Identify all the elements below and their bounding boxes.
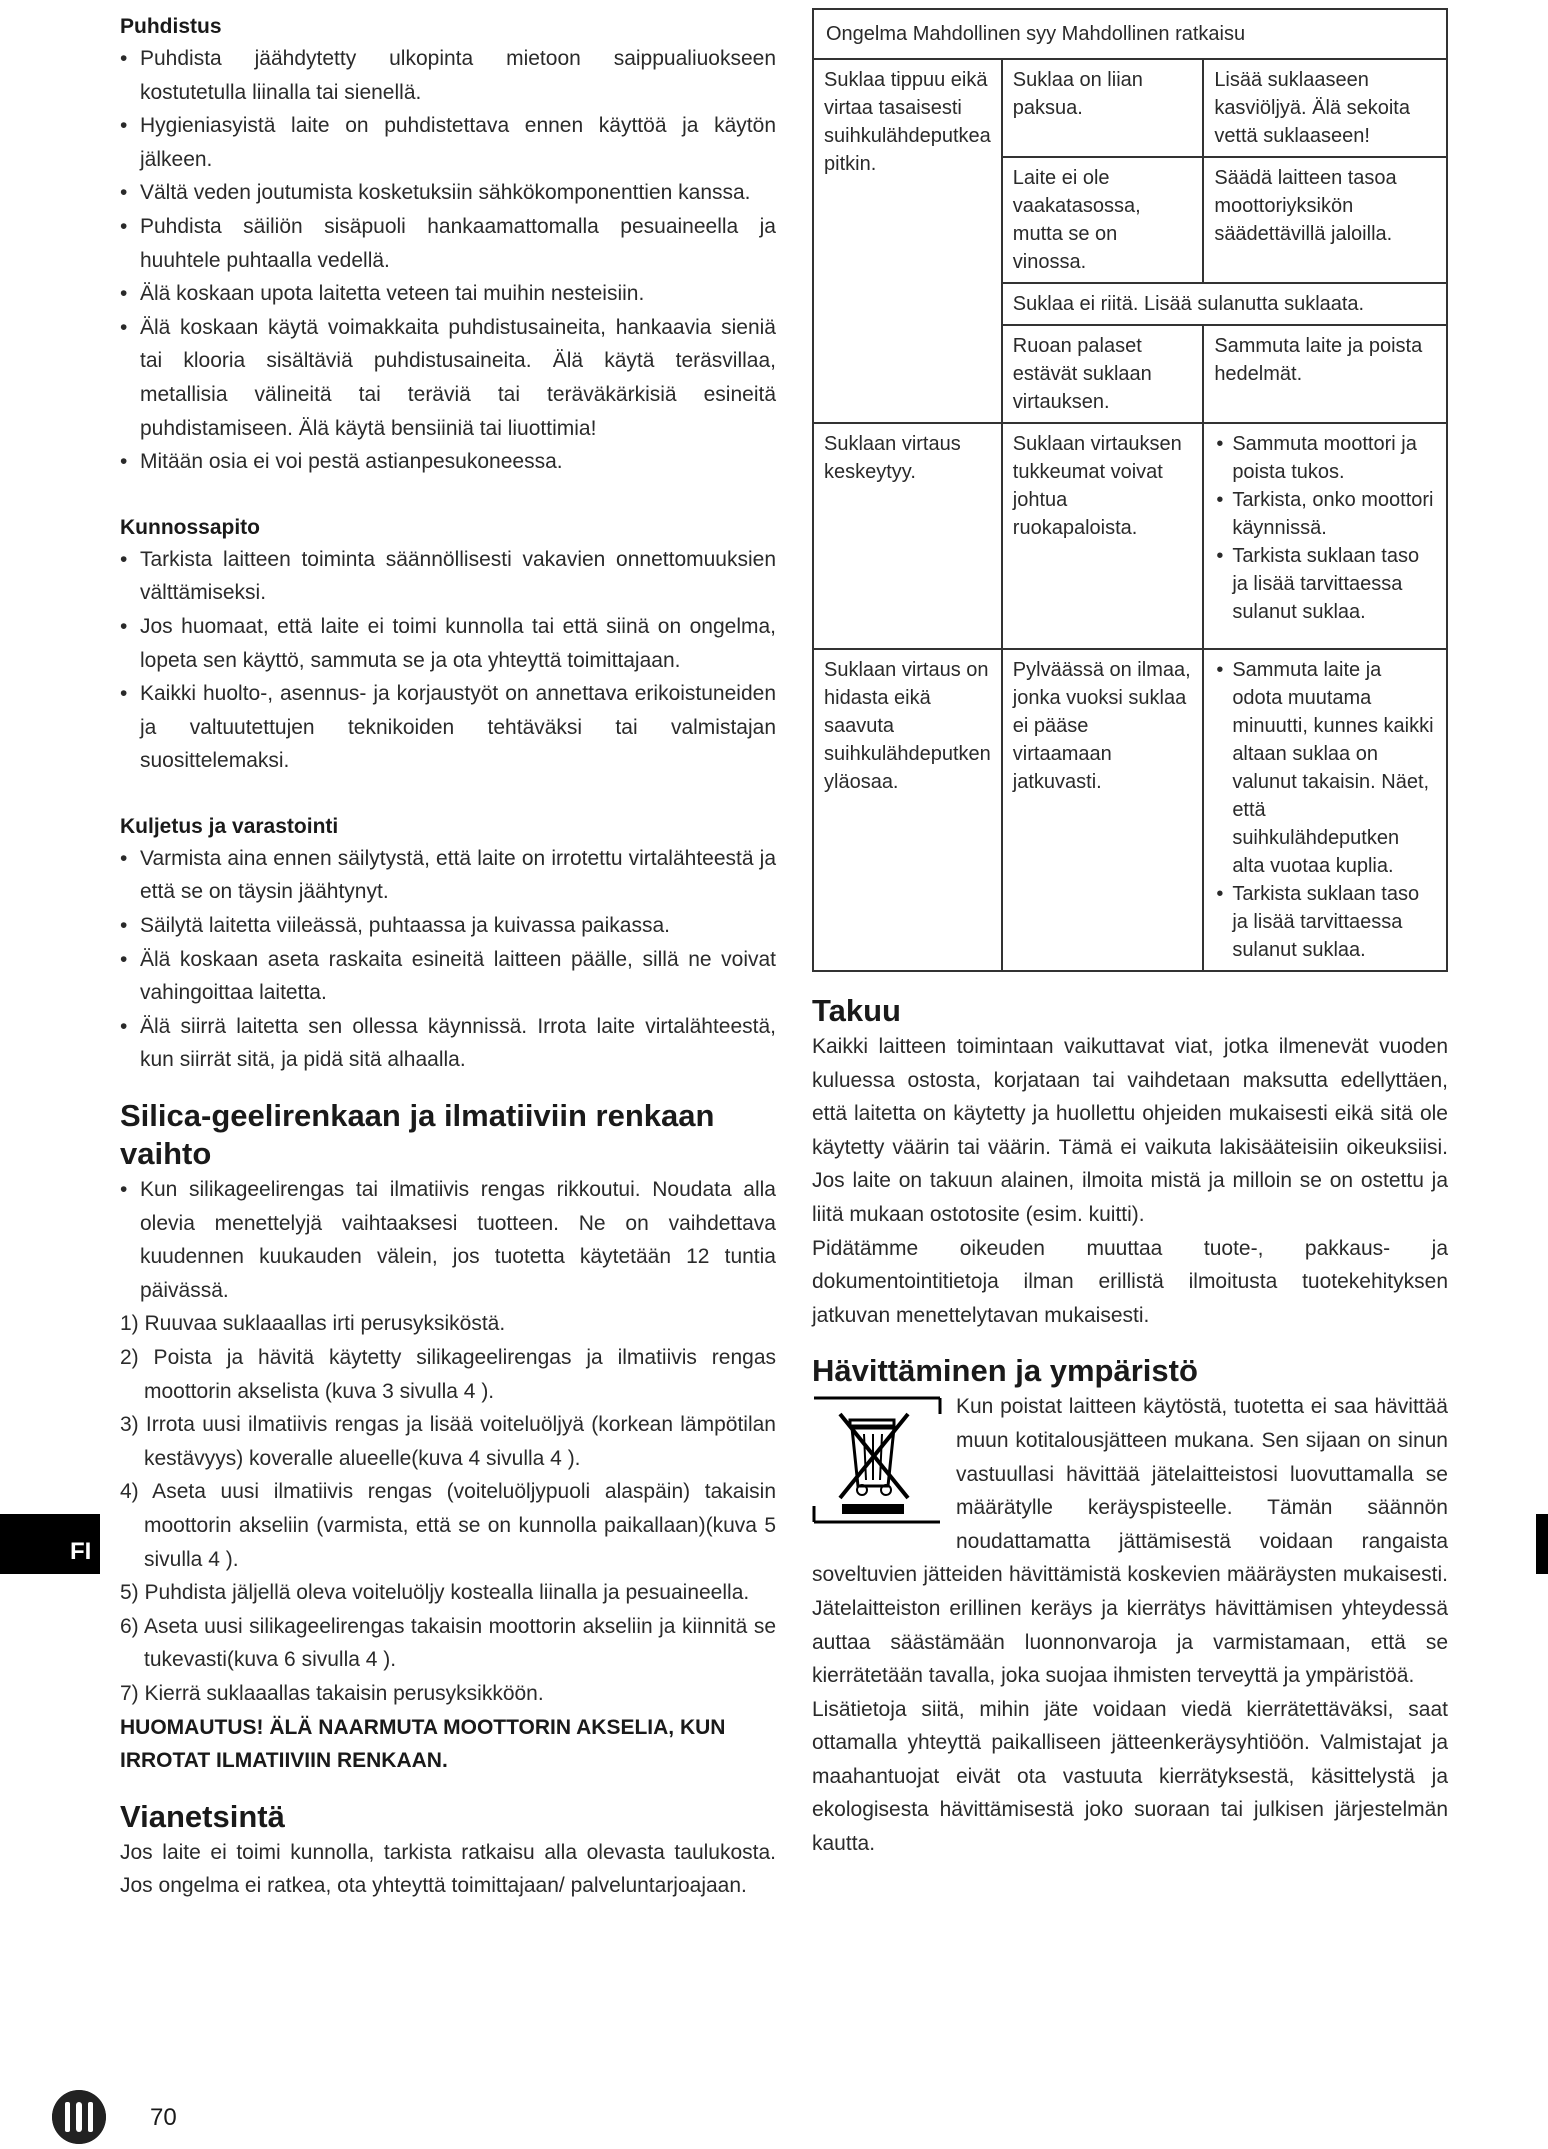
merged-cell: Suklaa ei riitä. Lisää sulanutta suklaata. <box>1002 283 1447 325</box>
list-item: • Puhdista säiliön sisäpuoli hankaamattomalla pesuaineella ja huuhtele puhtaalla vedellä. <box>120 210 776 277</box>
page-number: 70 <box>150 2104 177 2131</box>
maintenance-list <box>120 543 776 778</box>
cause-cell: Suklaan virtauksen tukkeumat voivat johtua ruokapaloista. <box>1002 423 1204 649</box>
step-item: 2) Poista ja hävitä käytetty silikageelirengas ja ilmatiivis rengas moottorin akselista (kuva 3 sivulla 4 ). <box>120 1346 776 1403</box>
cleaning-list <box>120 42 776 479</box>
troubleshooting-table <box>812 8 1448 972</box>
warning-note: HUOMAUTUS! ÄLÄ NAARMUTA MOOTTORIN AKSELIA, KUN IRROTAT ILMATIIVIIN RENKAAN. <box>120 1715 726 1773</box>
cause-cell: Pylväässä on ilmaa, jonka vuoksi suklaa ei pääse virtaamaan jatkuvasti. <box>1002 649 1204 971</box>
transport-heading: Kuljetus ja varastointi <box>120 814 339 838</box>
table-header-row <box>813 9 1447 59</box>
solution-cell: Säädä laitteen tasoa moottoriyksikön säädettävillä jaloilla. <box>1203 157 1447 283</box>
disposal-section <box>812 1390 1448 1860</box>
list-item: • Älä koskaan upota laitetta veteen tai muihin nesteisiin. <box>120 277 776 311</box>
cause-cell: Suklaa on liian paksua. <box>1002 59 1204 157</box>
step-item: 1) Ruuvaa suklaaallas irti perusyksiköstä. <box>120 1312 506 1336</box>
step-item: 6) Aseta uusi silikageelirengas takaisin moottorin akseliin ja kiinnitä se tukevasti(kuva 6 sivulla 4 ). <box>120 1614 776 1672</box>
troubleshooting-text: Jos laite ei toimi kunnolla, tarkista ratkaisu alla olevasta taulukosta. Jos ongelma ei ratkea, ota yhteyttä toimittajaan/ palveluntarjoajaan. <box>120 1840 776 1898</box>
solution-cell <box>1203 649 1447 971</box>
edge-marker <box>1536 1514 1548 1574</box>
list-item: • Älä koskaan aseta raskaita esineitä laitteen päälle, sillä ne voivat vahingoittaa laitetta. <box>120 943 776 1010</box>
problem-cell: Suklaan virtaus keskeytyy. <box>813 423 1002 649</box>
weee-bin-icon <box>812 1394 942 1524</box>
warranty-text: Kaikki laitteen toimintaan vaikuttavat viat, jotka ilmenevät vuoden kuluessa ostosta, korjataan tai vaihdetaan maksutta edellyttäen, että laitetta on käytetty ja huollettu ohjeiden mukaisesti eikä sitä ole käytetty väärin tai väärin. Tämä ei vaikuta lakisääteisiin oikeuksiisi. Jos laite on takuun alainen, ilmoita mistä ja milloin se on ostettu ja liitä mukaan ostotosite (esim. kuitti). <box>812 1035 1448 1226</box>
solution-item: • Tarkista suklaan taso ja lisää tarvittaessa sulanut suklaa. <box>1214 542 1436 626</box>
step-item: 4) Aseta uusi ilmatiivis rengas (voiteluöljypuoli alaspäin) takaisin moottorin akseliin (varmista, että se on kunnolla paikallaan)(kuva 5 sivulla 4 ). <box>120 1480 776 1571</box>
right-column <box>812 8 1448 1861</box>
list-item: • Älä koskaan käytä voimakkaita puhdistusaineita, hankaavia sieniä tai klooria sisältäviä puhdistusaineita. Älä käytä teräsvillaa, metallisia välineitä tai teräviä tai teräväkärkisiä esineitä puhdistamiseen. Älä käytä bensiiniä tai liuottimia! <box>120 311 776 445</box>
disposal-heading: Hävittäminen ja ympäristö <box>812 1353 1198 1389</box>
problem-cell: Suklaan virtaus on hidasta eikä saavuta suihkulähdeputken yläosaa. <box>813 649 1002 971</box>
silica-heading: Silica-geelirenkaan ja ilmatiiviin renkaan vaihto <box>120 1098 715 1172</box>
list-item: • Älä siirrä laitetta sen ollessa käynnissä. Irrota laite virtalähteestä, kun siirrät sitä, ja pidä sitä alhaalla. <box>120 1010 776 1077</box>
cause-cell: Laite ei ole vaakatasossa, mutta se on vinossa. <box>1002 157 1204 283</box>
list-item: • Vältä veden joutumista kosketuksiin sähkökomponenttien kanssa. <box>120 176 776 210</box>
silica-intro: • Kun silikageelirengas tai ilmatiivis rengas rikkoutui. Noudata alla olevia menettelyjä vaihtaaksesi tuotteen. Ne on vaihdettava kuudennen kuukauden välein, jos tuotetta käytetään 12 tuntia päivässä. <box>120 1173 776 1307</box>
solution-item: • Tarkista, onko moottori käynnissä. <box>1214 486 1436 542</box>
list-item: • Mitään osia ei voi pestä astianpesukoneessa. <box>120 445 776 479</box>
disposal-text-2: Lisätietoja siitä, mihin jäte voidaan viedä kierrätettäväksi, saat ottamalla yhteyttä paikalliseen jätteenkeräysyhtiöön. Valmistajat ja maahantuojat eivät ota vastuuta kierrätyksestä, käsittelystä ja ekologisesta hävittämisestä joko suoraan tai julkisen järjestelmän kautta. <box>812 1697 1448 1856</box>
list-item: • Säilytä laitetta viileässä, puhtaassa ja kuivassa paikassa. <box>120 909 776 943</box>
table-header: Ongelma Mahdollinen syy Mahdollinen ratkaisu <box>813 9 1447 59</box>
step-item: 5) Puhdista jäljellä oleva voiteluöljy kostealla liinalla ja pesuaineella. <box>120 1581 750 1605</box>
list-item: • Puhdista jäähdytetty ulkopinta mietoon saippualiuokseen kostutetulla liinalla tai sienellä. <box>120 42 776 109</box>
list-item: • Tarkista laitteen toiminta säännöllisesti vakavien onnettomuuksien välttämiseksi. <box>120 543 776 610</box>
solution-item: • Tarkista suklaan taso ja lisää tarvittaessa sulanut suklaa. <box>1214 880 1436 964</box>
left-column <box>120 8 776 1903</box>
cutlery-logo-icon <box>52 2090 106 2144</box>
solution-cell <box>1203 423 1447 649</box>
table-row <box>813 423 1447 649</box>
solution-item: • Sammuta laite ja odota muutama minuutti, kunnes kaikki altaan suklaa on valunut takaisin. Näet, että suihkulähdeputken alta vuotaa kuplia. <box>1214 656 1436 880</box>
solution-cell: Sammuta laite ja poista hedelmät. <box>1203 325 1447 423</box>
troubleshooting-heading: Vianetsintä <box>120 1798 285 1834</box>
warranty-text-2: Pidätämme oikeuden muuttaa tuote-, pakkaus- ja dokumentointitietoja ilman erillistä ilmoitusta tuotekehityksen jatkuvan menettelytavan mukaisesti. <box>812 1236 1448 1327</box>
maintenance-heading: Kunnossapito <box>120 515 260 539</box>
list-item: • Kaikki huolto-, asennus- ja korjaustyöt on annettava erikoistuneiden ja valtuutettujen teknikoiden tehtäväksi tai valmistajan suosittelemaksi. <box>120 677 776 778</box>
cause-cell: Ruoan palaset estävät suklaan virtauksen. <box>1002 325 1204 423</box>
table-row <box>813 59 1447 157</box>
language-tab: FI <box>0 1514 100 1574</box>
list-item: • Varmista aina ennen säilytystä, että laite on irrotettu virtalähteestä ja että se on täysin jäähtynyt. <box>120 842 776 909</box>
step-item: 3) Irrota uusi ilmatiivis rengas ja lisää voiteluöljyä (korkean lämpötilan kestävyys) koveralle alueelle(kuva 4 sivulla 4 ). <box>120 1413 776 1470</box>
cleaning-heading: Puhdistus <box>120 15 222 38</box>
solution-item: • Sammuta moottori ja poista tukos. <box>1214 430 1436 486</box>
list-item: • Jos huomaat, että laite ei toimi kunnolla tai että siinä on ongelma, lopeta sen käyttö, sammuta se ja ota yhteyttä toimittajaan. <box>120 610 776 677</box>
table-row <box>813 649 1447 971</box>
list-item: • Hygieniasyistä laite on puhdistettava ennen käyttöä ja käytön jälkeen. <box>120 109 776 176</box>
disposal-text: Kun poistat laitteen käytöstä, tuotetta ei saa hävittää muun kotitalousjätteen mukana. Sen sijaan on sinun vastuullasi hävittää jätelaitteistosi luovuttamalla se määrätylle keräyspisteelle. Tämän säännön noudattamatta jättämisestä voidaan rangaista soveltuvien jätteiden hävittämistä koskevien määräysten mukaisesti. Jätelaitteiston erillinen keräys ja kierrätys hävittämisen yhteydessä auttaa säästämään luonnonvaroja ja varmistamaan, että se kierrätetään tavalla, joka suojaa ihmisten terveyttä ja ympäristöä. <box>812 1395 1448 1688</box>
transport-list <box>120 842 776 1077</box>
warranty-heading: Takuu <box>812 993 901 1028</box>
solution-cell: Lisää suklaaseen kasviöljyä. Älä sekoita vettä suklaaseen! <box>1203 59 1447 157</box>
problem-cell: Suklaa tippuu eikä virtaa tasaisesti suihkulähdeputkea pitkin. <box>813 59 1002 423</box>
step-item: 7) Kierrä suklaaallas takaisin perusyksikköön. <box>120 1681 544 1705</box>
